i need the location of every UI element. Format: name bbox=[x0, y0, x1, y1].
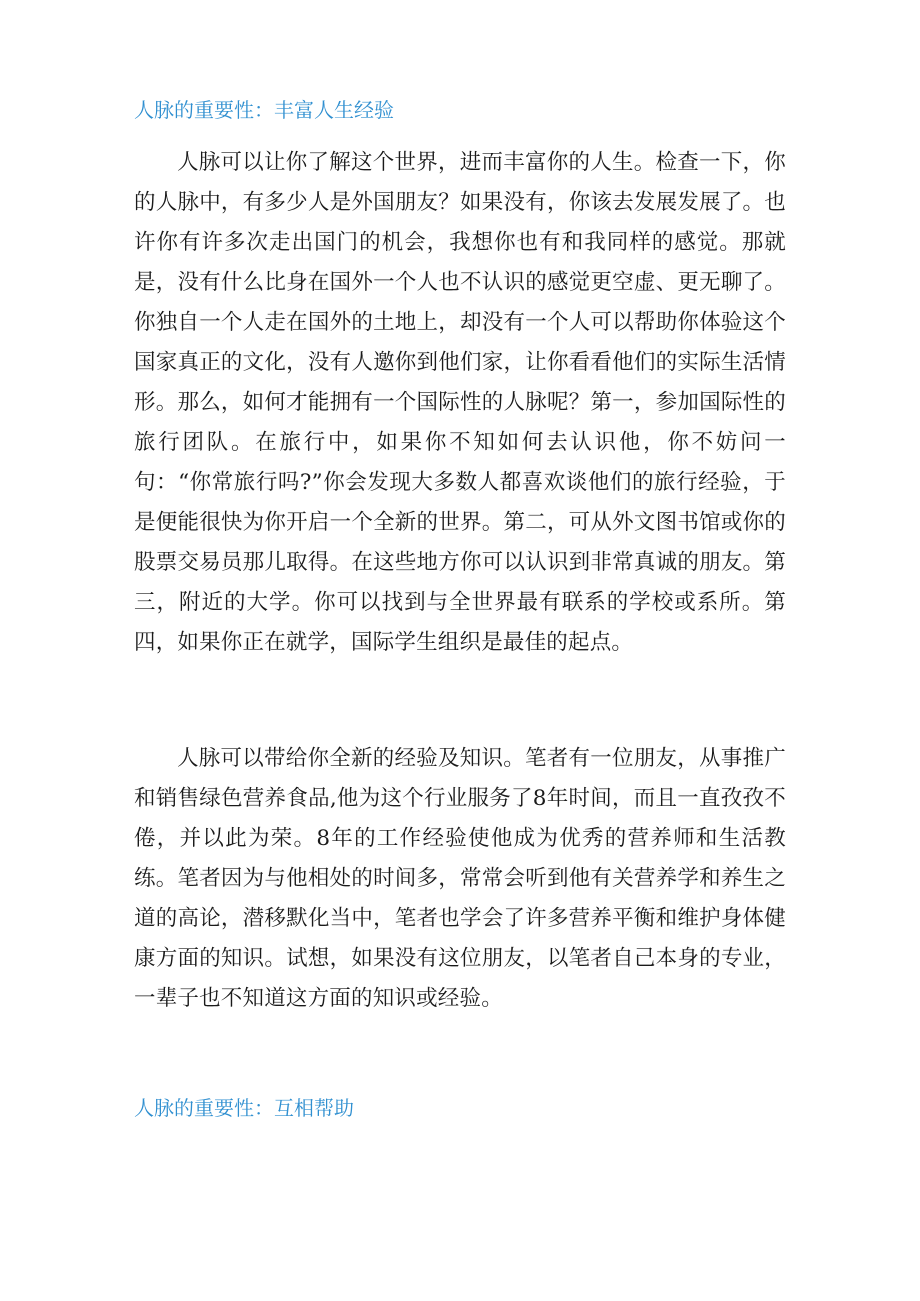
section-heading-mutual-help: 人脉的重要性：互相帮助 bbox=[134, 1096, 354, 1120]
paragraph-new-experience-knowledge: 人脉可以带给你全新的经验及知识。笔者有一位朋友，从事推广和销售绿色营养食品,他为这个行业服务了8年时间，而且一直孜孜不倦，并以此为荣。8年的工作经验使他成为优秀的营养师和生活教练。笔者因为与他相处的时间多，常常会听到他有关营养学和养生之道的高论，潜移默化当中，笔者也学会了许多营养平衡和维护身体健康方面的知识。试想，如果没有这位朋友，以笔者自己本身的专业，一辈子也不知道这方面的知识或经验。 bbox=[134, 746, 786, 1011]
section-heading-rich-life-experience: 人脉的重要性：丰富人生经验 bbox=[134, 98, 394, 122]
paragraph-international-network: 人脉可以让你了解这个世界，进而丰富你的人生。检查一下，你的人脉中，有多少人是外国朋友？如果没有，你该去发展发展了。也许你有许多次走出国门的机会，我想你也有和我同样的感觉。那就是，没有什么比身在国外一个人也不认识的感觉更空虚、更无聊了。你独自一个人走在国外的土地上，却没有一个人可以帮助你体验这个国家真正的文化，没有人邀你到他们家，让你看看他们的实际生活情形。那么，如何才能拥有一个国际性的人脉呢？第一，参加国际性的旅行团队。在旅行中，如果你不知如何去认识他，你不妨问一句：“你常旅行吗?”你会发现大多数人都喜欢谈他们的旅行经验，于是便能很快为你开启一个全新的世界。第二，可从外文图书馆或你的股票交易员那儿取得。在这些地方你可以认识到非常真诚的朋友。第三，附近的大学。你可以找到与全世界最有联系的学校或系所。第四，如果你正在就学，国际学生组织是最佳的起点。 bbox=[134, 150, 786, 655]
